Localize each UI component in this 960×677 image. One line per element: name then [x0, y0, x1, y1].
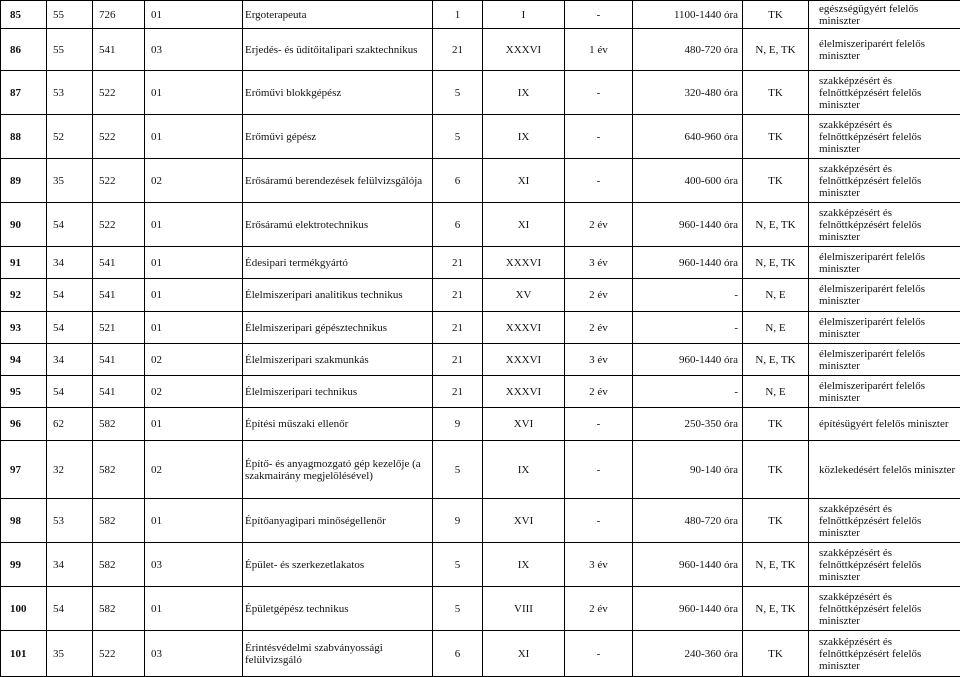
responsible-ministry-cell: szakképzésért és felnőttképzésért felelős miniszter: [809, 499, 960, 543]
responsible-ministry-cell: szakképzésért és felnőttképzésért felelős miniszter: [809, 159, 960, 203]
hours-cell: 640-960 óra: [633, 115, 743, 159]
duration-cell: 1 év: [565, 29, 633, 71]
table-row: [1, 71, 960, 115]
qualification-name-cell: Erőművi blokkgépész: [243, 71, 433, 115]
hours-cell: 1100-1440 óra: [633, 1, 743, 29]
table-row: [1, 279, 960, 312]
table-body: [1, 1, 960, 677]
qualification-name-cell: Érintésvédelmi szabványossági felülvizsgáló: [243, 631, 433, 677]
code-part-1-cell: 54: [47, 376, 93, 408]
table-row: [1, 115, 960, 159]
hours-cell: 960-1440 óra: [633, 587, 743, 631]
duration-cell: 2 év: [565, 312, 633, 344]
code-part-1-cell: 53: [47, 71, 93, 115]
code-part-3-cell: 01: [145, 247, 243, 279]
duration-cell: 2 év: [565, 376, 633, 408]
code-part-2-cell: 541: [93, 29, 145, 71]
duration-cell: -: [565, 441, 633, 499]
training-form-cell: N, E: [743, 312, 809, 344]
hours-cell: 240-360 óra: [633, 631, 743, 677]
code-part-2-cell: 582: [93, 587, 145, 631]
code-part-3-cell: 01: [145, 115, 243, 159]
field-code-cell: VIII: [483, 587, 565, 631]
responsible-ministry-cell: élelmiszeriparért felelős miniszter: [809, 247, 960, 279]
level-cell: 21: [433, 376, 483, 408]
qualification-name-cell: Élelmiszeripari gépésztechnikus: [243, 312, 433, 344]
code-part-1-cell: 62: [47, 408, 93, 441]
field-code-cell: I: [483, 1, 565, 29]
training-form-cell: N, E, TK: [743, 203, 809, 247]
qualification-name-cell: Ergoterapeuta: [243, 1, 433, 29]
responsible-ministry-cell: szakképzésért és felnőttképzésért felelős miniszter: [809, 203, 960, 247]
qualification-name-cell: Épület- és szerkezetlakatos: [243, 543, 433, 587]
level-cell: 21: [433, 29, 483, 71]
code-part-3-cell: 01: [145, 499, 243, 543]
responsible-ministry-cell: szakképzésért és felnőttképzésért felelős miniszter: [809, 543, 960, 587]
code-part-3-cell: 01: [145, 1, 243, 29]
level-cell: 21: [433, 312, 483, 344]
row-number-cell: 91: [1, 247, 47, 279]
code-part-2-cell: 541: [93, 247, 145, 279]
table-row: [1, 1, 960, 29]
qualification-name-cell: Élelmiszeripari szakmunkás: [243, 344, 433, 376]
field-code-cell: XVI: [483, 499, 565, 543]
code-part-3-cell: 01: [145, 71, 243, 115]
table-row: [1, 344, 960, 376]
level-cell: 6: [433, 631, 483, 677]
code-part-3-cell: 01: [145, 408, 243, 441]
responsible-ministry-cell: élelmiszeriparért felelős miniszter: [809, 312, 960, 344]
qualification-name-cell: Élelmiszeripari technikus: [243, 376, 433, 408]
code-part-3-cell: 03: [145, 543, 243, 587]
training-form-cell: N, E, TK: [743, 587, 809, 631]
row-number-cell: 100: [1, 587, 47, 631]
level-cell: 5: [433, 115, 483, 159]
table-row: [1, 587, 960, 631]
level-cell: 5: [433, 543, 483, 587]
responsible-ministry-cell: szakképzésért és felnőttképzésért felelős miniszter: [809, 587, 960, 631]
code-part-2-cell: 522: [93, 631, 145, 677]
responsible-ministry-cell: szakképzésért és felnőttképzésért felelős miniszter: [809, 71, 960, 115]
code-part-2-cell: 522: [93, 71, 145, 115]
training-form-cell: N, E, TK: [743, 543, 809, 587]
level-cell: 21: [433, 247, 483, 279]
table-row: [1, 408, 960, 441]
level-cell: 21: [433, 279, 483, 312]
training-form-cell: TK: [743, 71, 809, 115]
training-form-cell: N, E, TK: [743, 344, 809, 376]
training-form-cell: TK: [743, 499, 809, 543]
responsible-ministry-cell: élelmiszeriparért felelős miniszter: [809, 29, 960, 71]
qualification-name-cell: Erjedés- és üdítőitalipari szaktechnikus: [243, 29, 433, 71]
qualification-name-cell: Építőanyagipari minőségellenőr: [243, 499, 433, 543]
code-part-2-cell: 582: [93, 441, 145, 499]
field-code-cell: IX: [483, 441, 565, 499]
training-form-cell: TK: [743, 159, 809, 203]
table-row: [1, 203, 960, 247]
code-part-1-cell: 32: [47, 441, 93, 499]
hours-cell: -: [633, 279, 743, 312]
table-row: [1, 499, 960, 543]
code-part-3-cell: 02: [145, 376, 243, 408]
training-form-cell: N, E: [743, 376, 809, 408]
row-number-cell: 101: [1, 631, 47, 677]
code-part-2-cell: 521: [93, 312, 145, 344]
table-row: [1, 312, 960, 344]
level-cell: 9: [433, 408, 483, 441]
row-number-cell: 96: [1, 408, 47, 441]
field-code-cell: IX: [483, 543, 565, 587]
training-form-cell: TK: [743, 408, 809, 441]
hours-cell: 960-1440 óra: [633, 543, 743, 587]
code-part-2-cell: 541: [93, 376, 145, 408]
hours-cell: 90-140 óra: [633, 441, 743, 499]
code-part-3-cell: 02: [145, 344, 243, 376]
level-cell: 21: [433, 344, 483, 376]
level-cell: 9: [433, 499, 483, 543]
duration-cell: -: [565, 631, 633, 677]
field-code-cell: IX: [483, 115, 565, 159]
table-row: [1, 29, 960, 71]
responsible-ministry-cell: szakképzésért és felnőttképzésért felelős miniszter: [809, 115, 960, 159]
level-cell: 5: [433, 71, 483, 115]
duration-cell: 3 év: [565, 543, 633, 587]
responsible-ministry-cell: építésügyért felelős miniszter: [809, 408, 960, 441]
row-number-cell: 99: [1, 543, 47, 587]
table-row: [1, 159, 960, 203]
code-part-2-cell: 522: [93, 115, 145, 159]
code-part-1-cell: 35: [47, 159, 93, 203]
training-form-cell: N, E, TK: [743, 247, 809, 279]
qualification-name-cell: Élelmiszeripari analitikus technikus: [243, 279, 433, 312]
duration-cell: 2 év: [565, 203, 633, 247]
responsible-ministry-cell: élelmiszeriparért felelős miniszter: [809, 279, 960, 312]
code-part-3-cell: 03: [145, 29, 243, 71]
row-number-cell: 97: [1, 441, 47, 499]
training-form-cell: TK: [743, 115, 809, 159]
code-part-3-cell: 02: [145, 159, 243, 203]
duration-cell: 3 év: [565, 344, 633, 376]
field-code-cell: XI: [483, 631, 565, 677]
hours-cell: -: [633, 376, 743, 408]
training-form-cell: TK: [743, 1, 809, 29]
qualification-name-cell: Építő- és anyagmozgató gép kezelője (a szakmairány megjelölésével): [243, 441, 433, 499]
duration-cell: -: [565, 408, 633, 441]
duration-cell: -: [565, 1, 633, 29]
training-form-cell: TK: [743, 441, 809, 499]
qualification-name-cell: Erősáramú berendezések felülvizsgálója: [243, 159, 433, 203]
responsible-ministry-cell: élelmiszeriparért felelős miniszter: [809, 344, 960, 376]
row-number-cell: 94: [1, 344, 47, 376]
hours-cell: 400-600 óra: [633, 159, 743, 203]
level-cell: 6: [433, 159, 483, 203]
code-part-3-cell: 03: [145, 631, 243, 677]
hours-cell: 960-1440 óra: [633, 247, 743, 279]
table-row: [1, 631, 960, 677]
training-form-cell: N, E, TK: [743, 29, 809, 71]
hours-cell: 480-720 óra: [633, 29, 743, 71]
duration-cell: -: [565, 115, 633, 159]
code-part-1-cell: 34: [47, 344, 93, 376]
row-number-cell: 92: [1, 279, 47, 312]
code-part-3-cell: 01: [145, 279, 243, 312]
row-number-cell: 85: [1, 1, 47, 29]
code-part-2-cell: 582: [93, 499, 145, 543]
responsible-ministry-cell: élelmiszeriparért felelős miniszter: [809, 376, 960, 408]
row-number-cell: 86: [1, 29, 47, 71]
field-code-cell: XI: [483, 159, 565, 203]
field-code-cell: XXXVI: [483, 344, 565, 376]
hours-cell: 480-720 óra: [633, 499, 743, 543]
row-number-cell: 93: [1, 312, 47, 344]
level-cell: 1: [433, 1, 483, 29]
row-number-cell: 95: [1, 376, 47, 408]
hours-cell: 320-480 óra: [633, 71, 743, 115]
field-code-cell: XI: [483, 203, 565, 247]
code-part-1-cell: 52: [47, 115, 93, 159]
code-part-2-cell: 541: [93, 344, 145, 376]
hours-cell: 960-1440 óra: [633, 344, 743, 376]
code-part-2-cell: 522: [93, 159, 145, 203]
code-part-1-cell: 54: [47, 279, 93, 312]
code-part-1-cell: 35: [47, 631, 93, 677]
duration-cell: 3 év: [565, 247, 633, 279]
code-part-3-cell: 02: [145, 441, 243, 499]
level-cell: 6: [433, 203, 483, 247]
responsible-ministry-cell: egészségügyért felelős miniszter: [809, 1, 960, 29]
qualification-name-cell: Épületgépész technikus: [243, 587, 433, 631]
qualification-name-cell: Édesipari termékgyártó: [243, 247, 433, 279]
field-code-cell: XXXVI: [483, 29, 565, 71]
qualification-name-cell: Erősáramú elektrotechnikus: [243, 203, 433, 247]
training-form-cell: TK: [743, 631, 809, 677]
code-part-3-cell: 01: [145, 587, 243, 631]
field-code-cell: XXXVI: [483, 376, 565, 408]
field-code-cell: XVI: [483, 408, 565, 441]
duration-cell: -: [565, 71, 633, 115]
code-part-2-cell: 726: [93, 1, 145, 29]
table-row: [1, 441, 960, 499]
row-number-cell: 88: [1, 115, 47, 159]
code-part-3-cell: 01: [145, 203, 243, 247]
training-form-cell: N, E: [743, 279, 809, 312]
level-cell: 5: [433, 441, 483, 499]
duration-cell: -: [565, 499, 633, 543]
code-part-1-cell: 55: [47, 1, 93, 29]
responsible-ministry-cell: közlekedésért felelős miniszter: [809, 441, 960, 499]
code-part-2-cell: 582: [93, 543, 145, 587]
level-cell: 5: [433, 587, 483, 631]
duration-cell: 2 év: [565, 279, 633, 312]
duration-cell: -: [565, 159, 633, 203]
row-number-cell: 90: [1, 203, 47, 247]
hours-cell: -: [633, 312, 743, 344]
hours-cell: 960-1440 óra: [633, 203, 743, 247]
row-number-cell: 98: [1, 499, 47, 543]
table-row: [1, 247, 960, 279]
qualification-name-cell: Erőművi gépész: [243, 115, 433, 159]
code-part-1-cell: 53: [47, 499, 93, 543]
hours-cell: 250-350 óra: [633, 408, 743, 441]
row-number-cell: 87: [1, 71, 47, 115]
responsible-ministry-cell: szakképzésért és felnőttképzésért felelős miniszter: [809, 631, 960, 677]
code-part-3-cell: 01: [145, 312, 243, 344]
table-row: [1, 376, 960, 408]
table-row: [1, 543, 960, 587]
code-part-2-cell: 541: [93, 279, 145, 312]
code-part-2-cell: 582: [93, 408, 145, 441]
code-part-1-cell: 54: [47, 203, 93, 247]
field-code-cell: XXXVI: [483, 312, 565, 344]
qualification-name-cell: Építési műszaki ellenőr: [243, 408, 433, 441]
code-part-2-cell: 522: [93, 203, 145, 247]
field-code-cell: XXXVI: [483, 247, 565, 279]
code-part-1-cell: 55: [47, 29, 93, 71]
code-part-1-cell: 34: [47, 247, 93, 279]
field-code-cell: XV: [483, 279, 565, 312]
duration-cell: 2 év: [565, 587, 633, 631]
field-code-cell: IX: [483, 71, 565, 115]
code-part-1-cell: 54: [47, 312, 93, 344]
code-part-1-cell: 34: [47, 543, 93, 587]
row-number-cell: 89: [1, 159, 47, 203]
code-part-1-cell: 54: [47, 587, 93, 631]
